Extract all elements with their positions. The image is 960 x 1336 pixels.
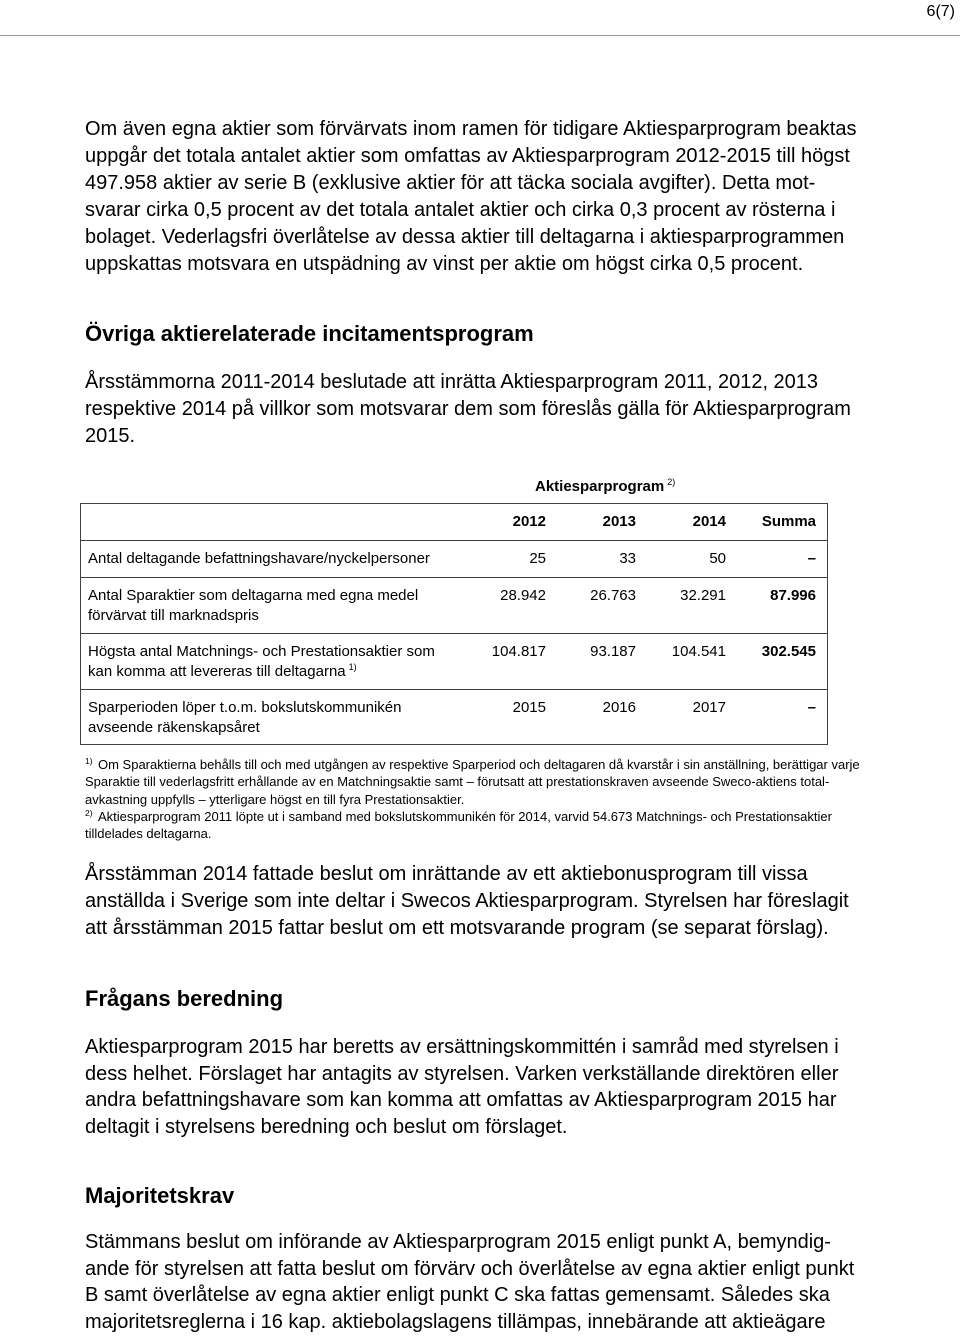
paragraph-line: andra befattningshavare som kan komma att omfattas av Aktiesparprogram 2015 har bbox=[85, 1089, 837, 1111]
cell-total: – bbox=[807, 550, 816, 567]
section-heading-other-programs: Övriga aktierelaterade incitamentsprogram bbox=[85, 321, 534, 346]
cell-value: 26.763 bbox=[590, 587, 636, 604]
paragraph-line: Årsstämman 2014 fattade beslut om inrättande av ett aktiebonusprogram till vissa bbox=[85, 863, 808, 885]
table-title-text: Aktiesparprogram bbox=[535, 478, 665, 495]
row-label-line: Sparperioden löper t.o.m. bokslutskommunikén bbox=[88, 699, 402, 716]
cell-value: 2016 bbox=[602, 699, 636, 716]
paragraph-line: 2015. bbox=[85, 425, 136, 447]
footnote-line: Sparaktie till vederlagsfritt erhållande av en Matchningsaktie samt – förutsatt att prestationskraven avseende Sweco-aktiens total- bbox=[85, 774, 830, 790]
column-header-2012: 2012 bbox=[512, 513, 546, 530]
cell-total: 87.996 bbox=[770, 587, 816, 604]
footnote-line: tilldelades deltagarna. bbox=[85, 826, 212, 841]
table-header-row bbox=[81, 504, 827, 541]
intro-paragraph bbox=[85, 116, 856, 278]
row-label bbox=[81, 549, 466, 577]
preparation-paragraph bbox=[85, 1034, 839, 1140]
paragraph-line: att årsstämman 2015 fattar beslut om ett motsvarande program (se separat förslag). bbox=[85, 917, 829, 939]
paragraph-line: Årsstämmorna 2011-2014 beslutade att inrätta Aktiesparprogram 2011, 2012, 2013 bbox=[85, 371, 819, 393]
paragraph-line: svarar cirka 0,5 procent av det totala antalet aktier och cirka 0,3 procent av rösterna i bbox=[85, 199, 836, 221]
row-label bbox=[81, 586, 466, 633]
cell-total: – bbox=[807, 699, 816, 716]
footnote-text: Aktiesparprogram 2011 löpte ut i samband med bokslutskommunikén för 2014, varvid 54.673 Matchnings- och Prestationsaktier bbox=[98, 808, 832, 824]
cell-value: 104.817 bbox=[491, 643, 546, 660]
paragraph-line: dess helhet. Förslaget har antagits av styrelsen. Varken verkställande direktören eller bbox=[85, 1062, 839, 1085]
bonus-program-paragraph bbox=[85, 861, 849, 942]
row-label bbox=[81, 698, 466, 744]
paragraph-line: uppgår det totala antalet aktier som omfattas av Aktiesparprogram 2012-2015 till högst bbox=[85, 145, 850, 167]
footnote-text: Om Sparaktierna behålls till och med utgången av respektive Sparperiod och deltagaren då kvarstår i sin anställning, berättigar varje bbox=[98, 757, 860, 772]
table-row bbox=[81, 541, 827, 578]
paragraph-line: respektive 2014 på villkor som motsvarar dem som föreslås gälla för Aktiesparprogram bbox=[85, 398, 851, 420]
cell-value: 104.541 bbox=[671, 643, 726, 660]
cell-value: 2017 bbox=[692, 699, 726, 716]
cell-value: 28.942 bbox=[500, 587, 546, 604]
column-header-2013: 2013 bbox=[602, 513, 636, 530]
paragraph-line: Aktiesparprogram 2015 har beretts av ersättningskommittén i samråd med styrelsen i bbox=[85, 1036, 839, 1058]
paragraph-line: deltagit i styrelsens beredning och beslut om förslaget. bbox=[85, 1115, 568, 1138]
cell-value: 2015 bbox=[512, 699, 546, 716]
cell-value: 32.291 bbox=[680, 587, 726, 604]
column-header-2014: 2014 bbox=[692, 513, 726, 530]
row-label-line: kan komma att levereras till deltagarna bbox=[88, 663, 346, 680]
table-title-footnote-ref: 2) bbox=[667, 477, 676, 487]
paragraph-line: 497.958 aktier av serie B (exklusive aktier för att täcka sociala avgifter). Detta mot- bbox=[85, 172, 816, 194]
other-programs-paragraph bbox=[85, 369, 851, 450]
cell-value: 93.187 bbox=[590, 643, 636, 660]
paragraph-line: B samt överlåtelse av egna aktier enligt punkt C ska fattas gemensamt. Således ska bbox=[85, 1284, 830, 1307]
table-footnotes bbox=[85, 756, 860, 842]
footnote-line: avkastning uppfylls – ytterligare högst en till fyra Prestationsaktier. bbox=[85, 791, 465, 807]
majority-paragraph bbox=[85, 1229, 854, 1336]
column-header-summa: Summa bbox=[761, 513, 816, 530]
paragraph-line: ande för styrelsen att fatta beslut om förvärv och överlåtelse av egna aktier enligt punkt bbox=[85, 1257, 855, 1280]
section-heading-preparation: Frågans beredning bbox=[85, 986, 284, 1011]
footnote-line: 2) Aktiesparprogram 2011 löpte ut i samband med bokslutskommunikén för 2014, varvid 54.673 Matchnings- och Prestationsaktier bbox=[85, 807, 832, 824]
table-title bbox=[535, 478, 675, 496]
table-header-empty bbox=[81, 512, 466, 540]
table-row bbox=[81, 578, 827, 634]
paragraph-line: bolaget. Vederlagsfri överlåtelse av dessa aktier till deltagarna i aktiesparprogrammen bbox=[85, 226, 845, 248]
paragraph-line: majoritetsreglerna i 16 kap. aktiebolagslagens tillämpas, innebärande att aktieägare bbox=[85, 1311, 826, 1334]
cell-value: 50 bbox=[709, 550, 726, 567]
paragraph-line: uppskattas motsvara en utspädning av vinst per aktie om högst cirka 0,5 procent. bbox=[85, 253, 804, 275]
section-heading-majority: Majoritetskrav bbox=[85, 1183, 235, 1208]
program-table bbox=[80, 503, 828, 745]
row-label-line-with-note bbox=[88, 662, 466, 682]
paragraph-line: Stämmans beslut om införande av Aktiesparprogram 2015 enligt punkt A, bemyndig- bbox=[85, 1231, 831, 1253]
cell-value: 25 bbox=[529, 550, 546, 567]
paragraph-line: anställda i Sverige som inte deltar i Swecos Aktiesparprogram. Styrelsen har föreslagit bbox=[85, 890, 849, 912]
cell-value: 33 bbox=[619, 550, 636, 567]
table-row bbox=[81, 634, 827, 690]
row-footnote-ref: 1) bbox=[348, 662, 357, 672]
row-label-line: avseende räkenskapsåret bbox=[88, 719, 260, 736]
cell-total: 302.545 bbox=[761, 643, 816, 660]
row-label bbox=[81, 642, 466, 689]
row-label-line: förvärvat till marknadspris bbox=[88, 607, 259, 624]
row-label-line: Antal deltagande befattningshavare/nyckelpersoner bbox=[88, 550, 430, 567]
row-label-line: Antal Sparaktier som deltagarna med egna medel bbox=[88, 587, 419, 604]
row-label-line: Högsta antal Matchnings- och Prestationsaktier som bbox=[88, 643, 435, 660]
table-row bbox=[81, 690, 827, 744]
page-number: 6(7) bbox=[926, 3, 955, 20]
header-rule bbox=[0, 35, 960, 36]
paragraph-line: Om även egna aktier som förvärvats inom ramen för tidigare Aktiesparprogram beaktas bbox=[85, 118, 857, 140]
footnote-line: 1) Om Sparaktierna behålls till och med utgången av respektive Sparperiod och deltagaren då kvarstår i sin anställning, berättigar varje bbox=[85, 756, 860, 772]
